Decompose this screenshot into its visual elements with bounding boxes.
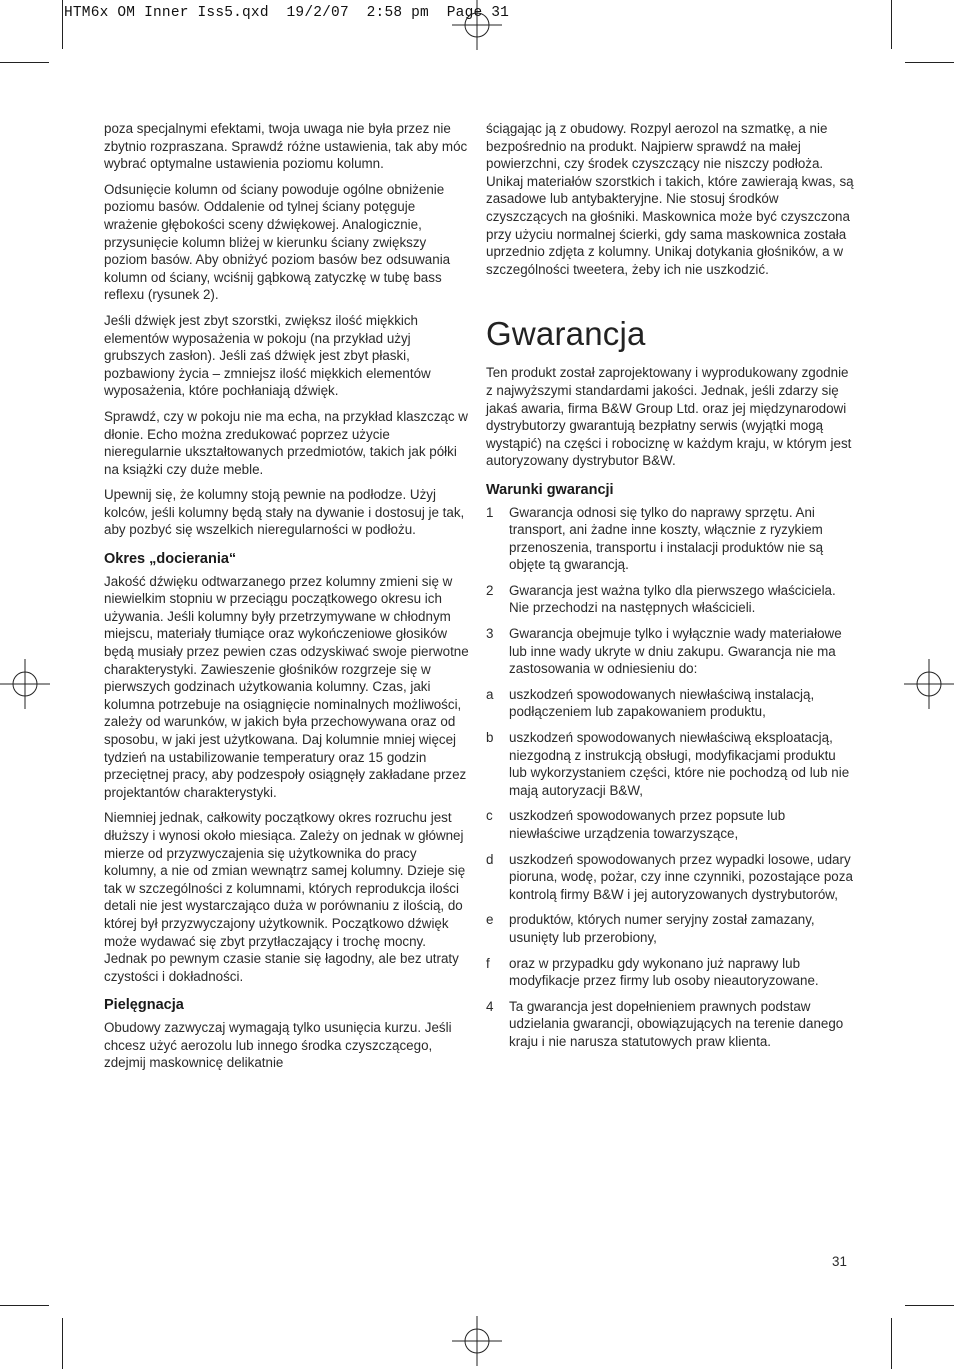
list-marker: 3 (486, 626, 494, 642)
list-marker: 1 (486, 504, 494, 520)
list-item (486, 504, 856, 574)
crop-mark-top-right-v (891, 0, 892, 49)
list-item-text: oraz w przypadku gdy wykonano już naprawy lub modyfikacje przez firmy lub osoby nieautoryzowane. (509, 955, 819, 989)
list-item (486, 729, 856, 799)
body-paragraph: Jeśli dźwięk jest zbyt szorstki, zwiększ ilość miękkich elementów wyposażenia w pokoju (na przykład użyj grubszych zasłon). Jeśli zaś dźwięk jest zbyt płaski, pozbawiony życia – zmniejsz ilość miękkich elementów wyposażenia, które pochłaniają dźwięk. (104, 312, 431, 399)
print-slug: HTM6x OM Inner Iss5.qxd 19/2/07 2:58 pm Page 31 (64, 5, 510, 21)
list-item-text: Ta gwarancja jest dopełnieniem prawnych podstaw udzielania gwarancji, obowiązujących na terenie danego kraju i nie narusza statutowych praw klienta. (509, 998, 844, 1049)
page-title-warranty: Gwarancja (486, 315, 646, 353)
registration-mark-left (0, 659, 50, 709)
list-marker: c (486, 808, 493, 824)
body-paragraph: Sprawdź, czy w pokoju nie ma echa, na przykład klaszcząc w dłonie. Echo można zredukować poprzez użycie nieregularnie ukształtowanych przedmiotów, takich jak półki na książki czy duże meble. (104, 408, 468, 477)
list-item-text: uszkodzeń spowodowanych niewłaściwą eksploatacją, niezgodną z instrukcją obsługi, modyfikacjami produktu lub wykorzystaniem części, które nie pochodzą od lub nie mają autoryzacji B&W, (509, 730, 850, 798)
list-item (486, 851, 856, 904)
warranty-intro: Ten produkt został zaprojektowany i wyprodukowany zgodnie z najwyższymi standardami jakości. Jednak, jeśli zdarzy się jakaś awaria, firma B&W Group Ltd. oraz jej międzynarodowi dystrybutorzy gwarantują bezpłatny serwis (wyjątki mogą wystąpić) na części i robociznę w każdym kraju, w którym jest autoryzowany dystrybutor B&W. (486, 365, 852, 469)
list-item-text: Gwarancja odnosi się tylko do naprawy sprzętu. Ani transport, ani żadne inne koszty, włącznie z ryzykiem przenoszenia, transportu i instalacji produktów nie są objęte tą gwarancją. (509, 504, 824, 573)
list-item-text: uszkodzeń spowodowanych niewłaściwą instalacją, podłączeniem lub zapakowaniem produktu, (509, 686, 815, 720)
list-marker: f (486, 955, 490, 971)
list-marker: b (486, 730, 494, 746)
list-item-text: Gwarancja jest ważna tylko dla pierwszego właściciela. Nie przechodzi na następnych właścicieli. (509, 582, 836, 616)
body-paragraph: Upewnij się, że kolumny stoją pewnie na podłodze. Użyj kolców, jeśli kolumny będą stały na dywanie i dostosuj je tak, aby pozbyć się wszelkich nieregularności w podłożu. (104, 487, 465, 538)
list-marker: d (486, 851, 494, 867)
list-item-text: produktów, których numer seryjny został zamazany, usunięty lub przerobiony, (509, 912, 815, 945)
page-number: 31 (832, 1254, 847, 1269)
list-marker: 4 (486, 998, 494, 1014)
crop-mark-bottom-left-v (62, 1318, 63, 1369)
warranty-terms-list (486, 504, 856, 1051)
registration-mark-right (904, 659, 954, 709)
list-item (486, 625, 856, 678)
crop-mark-bottom-left-h (0, 1305, 49, 1306)
right-column (486, 120, 856, 1059)
crop-mark-bottom-right-v (891, 1318, 892, 1369)
section-heading-care: Pielęgnacja (104, 997, 184, 1014)
body-paragraph: ściągając ją z obudowy. Rozpyl aerozol na szmatkę, a nie bezpośrednio na produkt. Najpierw sprawdź na małej powierzchni, czy środek czyszczący nie niszczy podłoża. Unikaj materiałów szorstkich i takich, które zawierają kwas, są zasadowe lub antybakteryjne. Nie stosuj środków czyszczących na głośniki. Maskownica może być czyszczona przy użyciu normalnej ścierki, gdy sama maskownica została uprzednio zdjęta z kolumny. Unikaj dotykania głośników, a w szczególności tweetera, żeby ich nie uszkodzić. (486, 121, 854, 277)
body-paragraph: Niemniej jednak, całkowity początkowy okres rozruchu jest dłuższy i wynosi około miesiąca. Zależy on jednak w głównej mierze od przyzwyczajenia się użytkownika do pracy kolumny, a nie od zmian wewnątrz samej kolumny. Dzieje się tak w szczególności z kolumnami, których reprodukcja ilości detali nie jest wystarczająco duża w porównaniu z ilością, do której był przyzwyczajony użytkownik. Początkowo dźwięk może wydawać się zbyt przytłaczający i trochę mocny. Jednak po pewnym czasie stanie się łagodny, ale bez utraty czystości i dokładności. (104, 810, 466, 984)
list-item-text: uszkodzeń spowodowanych przez wypadki losowe, udary pioruna, wodę, pożar, czy inne czynniki, pozostające poza kontrolą firmy B&W i jej autoryzowanych dystrybutorów, (509, 851, 853, 902)
list-item (486, 686, 856, 721)
list-item (486, 998, 856, 1051)
crop-mark-top-left-h (0, 62, 49, 63)
body-paragraph: Obudowy zazwyczaj wymagają tylko usunięcia kurzu. Jeśli chcesz użyć aerozolu lub innego środka czyszczącego, zdejmij maskownicę delikatnie (104, 1019, 452, 1071)
list-item (486, 582, 856, 617)
list-marker: a (486, 686, 494, 702)
body-paragraph: Jakość dźwięku odtwarzanego przez kolumny zmieni się w niewielkim stopniu w przeciągu początkowego okresu ich używania. Jeśli kolumny były przetrzymywane w chłodnym miejscu, materiały tłumiące oraz wykończeniowe głosików będą musiały przez pewien czas odzyskiwać swoje pierwotne charakterystyki. Zawieszenie głośników rozgrzeje się w pierwszych godzinach użytkowania kolumny. Czas, jaki kolumna potrzebuje na osiągnięcie nominalnych możliwości, zależy od warunków, w jakich była przechowywana oraz od sposobu, w jaki jest użytkowana. Daj kolumnie mniej więcej tydzień na ustabilizowanie temperatury oraz 15 godzin przeciętnej pracy, aby podzespoły osiągnęły zakładane przez projektantów charakterystyki. (104, 573, 469, 800)
list-item (486, 955, 856, 990)
list-item-text: uszkodzeń spowodowanych przez popsute lub niewłaściwe urządzenia towarzyszące, (509, 808, 786, 841)
left-column (104, 120, 470, 1080)
section-heading-warranty-terms: Warunki gwarancji (486, 481, 614, 498)
crop-mark-top-left-v (62, 0, 63, 49)
list-item (486, 807, 856, 842)
list-item (486, 911, 856, 946)
crop-mark-bottom-right-h (905, 1305, 954, 1306)
list-marker: e (486, 912, 494, 928)
crop-mark-top-right-h (905, 62, 954, 63)
list-marker: 2 (486, 582, 494, 598)
list-item-text: Gwarancja obejmuje tylko i wyłącznie wady materiałowe lub inne wady ukryte w dniu zakupu. Gwarancja nie ma zastosowania w odniesieniu do: (509, 626, 842, 677)
body-paragraph: poza specjalnymi efektami, twoja uwaga nie była przez nie zbytnio rozpraszana. Sprawdź różne ustawienia, tak aby móc wybrać optymalne ustawienia poziomu kolumn. (104, 121, 468, 172)
registration-mark-top (452, 0, 502, 50)
body-paragraph: Odsunięcie kolumn od ściany powoduje ogólne obniżenie poziomu basów. Oddalenie od tylnej ściany potęguje wrażenie głębokości sceny dźwiękowej. Analogicznie, przysunięcie kolumn bliżej w kierunku ściany zwiększy poziom basów. Aby obniżyć poziom basów bez odsuwania kolumn od ściany, wciśnij gąbkową zatyczkę w tubę bass reflexu (rysunek 2). (104, 181, 451, 303)
section-heading-break-in: Okres „docierania“ (104, 551, 237, 568)
registration-mark-bottom (452, 1316, 502, 1366)
